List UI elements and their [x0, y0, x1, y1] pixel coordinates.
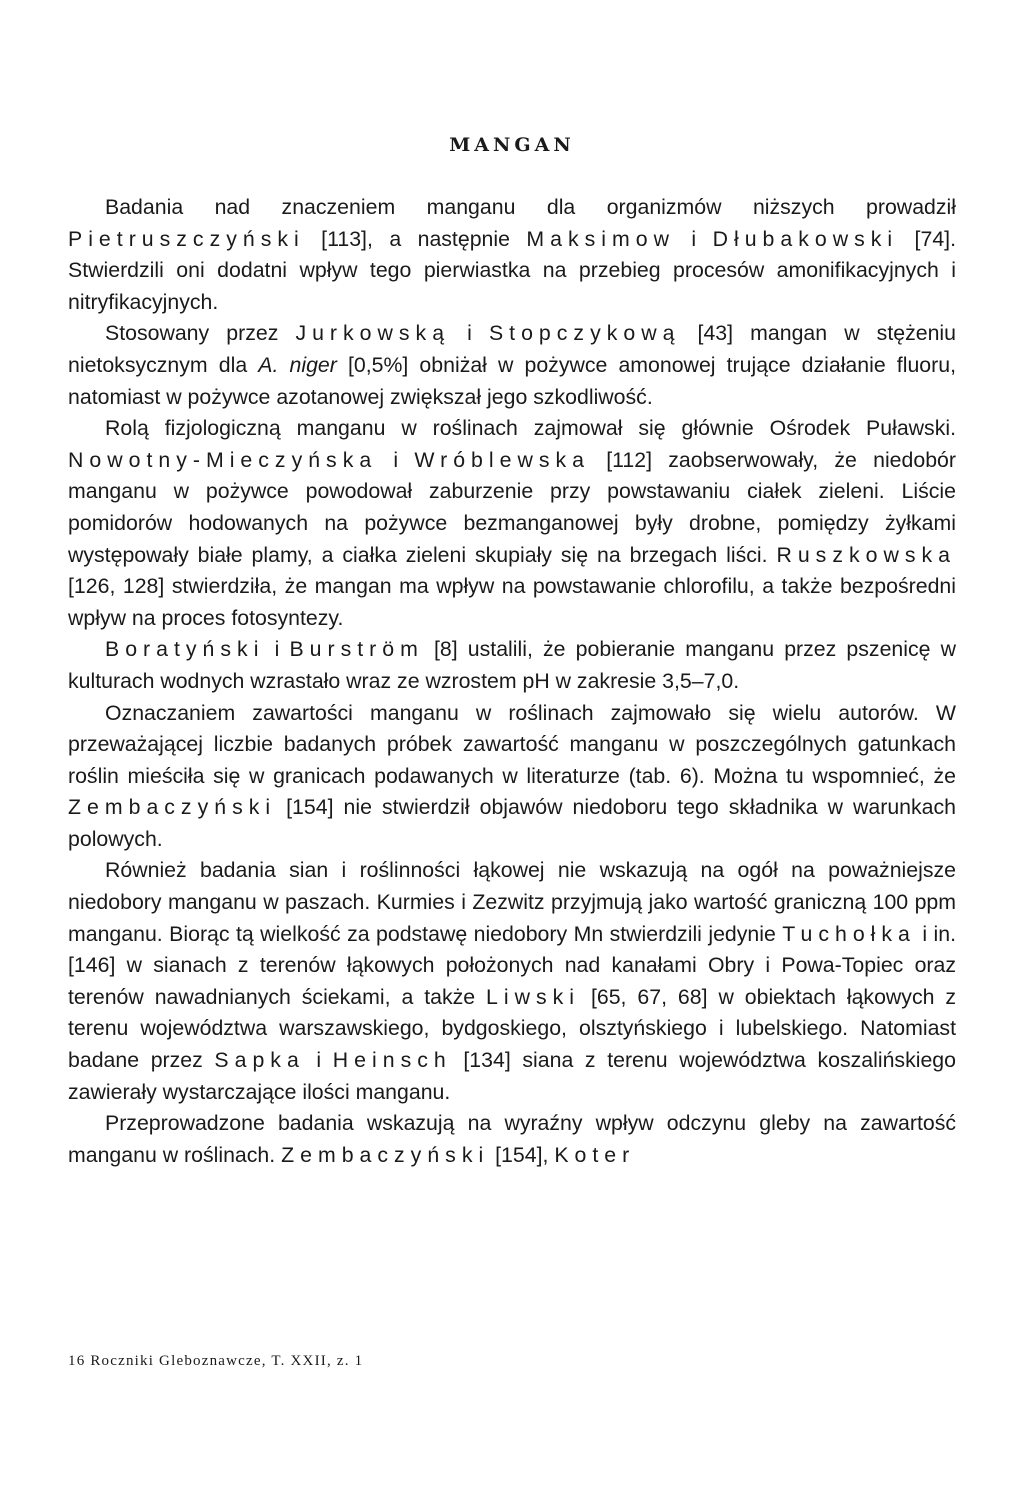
text: Również badania sian i roślinności łąkowej nie wskazują na ogół na poważniejsze niedobory manganu w paszach. Kurmies i Zezwitz przyjmują jako wartość graniczną 100 ppm manganu. Biorąc tą wielkość za podstawę niedobory Mn stwierdzili jedynie — [68, 858, 956, 946]
text: [8] ustalili, że pobieranie manganu przez pszenicę w kulturach wodnych wzrastało wraz ze wzrostem pH w zakresie 3,5–7,0. — [68, 637, 956, 693]
author-name: Pietruszczyński — [68, 226, 305, 251]
section-title: MANGAN — [449, 134, 575, 156]
text: [134] siana z terenu województwa koszalińskiego zawierały wystarczające ilości manganu. — [68, 1048, 956, 1104]
author-name: Sapka — [214, 1048, 305, 1073]
author-name: Ruszkowska — [776, 542, 956, 567]
text: i — [377, 447, 415, 472]
page-footer: 16 Roczniki Gleboznawcze, T. XXII, z. 1 — [68, 1353, 364, 1369]
author-name: Burström — [289, 637, 424, 662]
text: i — [264, 637, 290, 662]
author-name: Boratyński — [105, 637, 265, 662]
text: [43] mangan w stężeniu nietoksycznym dla — [68, 321, 956, 377]
paragraph-6 — [68, 855, 956, 1108]
text: i — [674, 226, 713, 251]
text: [112] zaobserwowały, że niedobór manganu w pożywce powodował zaburzenie przy powstawaniu ciałek zieleni. Liście pomidorów hodowanych na pożywce bezmanganowej były drobne, pomiędzy żyłkami występowały białe plamy, a ciałka zieleni skupiały się na brzegach liści. — [68, 447, 956, 567]
text: Badania nad znaczeniem manganu dla organizmów niższych prowadził — [105, 195, 956, 219]
paragraph-2 — [68, 318, 956, 413]
author-name: Jurkowską — [295, 321, 451, 346]
text: Oznaczaniem zawartości manganu w roślinach zajmowało się wielu autorów. W przeważającej liczbie badanych próbek zawartość manganu w poszczególnych gatunkach roślin mieściła się w granicach podawanych w literaturze (tab. 6). Można tu wspomnieć, że — [68, 700, 956, 788]
text: i — [450, 321, 489, 346]
text: Przeprowadzone badania wskazują na wyraźny wpływ odczynu gleby na zawartość manganu w roślinach. — [68, 1111, 956, 1167]
author-name: Heinsch — [332, 1048, 452, 1073]
paragraph-7 — [68, 1108, 956, 1171]
author-name: Maksimow — [526, 226, 675, 251]
text: [65, 67, 68] w obiektach łąkowych z terenu województwa warszawskiego, bydgoskiego, olsztyńskiego i lubelskiego. Natomiast badane przez — [68, 984, 957, 1073]
text: Stosowany przez — [105, 321, 296, 346]
text: i — [304, 1048, 333, 1073]
species-name: A. niger — [258, 352, 337, 377]
paragraph-5 — [68, 698, 956, 856]
author-name: Tuchołka — [782, 921, 916, 946]
author-name: Zembaczyński — [68, 795, 277, 820]
paragraph-4 — [68, 634, 956, 697]
paragraph-1 — [68, 192, 956, 318]
text: [0,5%] obniżał w pożywce amonowej trujące działanie fluoru, natomiast w pożywce azotanowej zwiększał jego szkodliwość. — [68, 352, 956, 409]
text: [74]. Stwierdzili oni dodatni wpływ tego pierwiastka na przebieg procesów amonifikacyjnych i nitryfikacyjnych. — [68, 226, 956, 314]
author-name: Koter — [554, 1142, 636, 1167]
body-text — [68, 192, 956, 1171]
author-name: Wróblewska — [414, 447, 590, 472]
author-name: Stopczykową — [488, 321, 681, 346]
author-name: Dłubakowski — [712, 226, 899, 251]
author-name: Zembaczyński — [281, 1142, 490, 1167]
text: [154], — [489, 1142, 555, 1167]
author-name: Nowotny-Mieczyńska — [68, 447, 378, 472]
text: [126, 128] stwierdziła, że mangan ma wpływ na powstawanie chlorofilu, a także bezpośredni wpływ na proces fotosyntezy. — [68, 574, 956, 630]
text: [154] nie stwierdził objawów niedoboru tego składnika w warunkach polowych. — [68, 795, 956, 851]
text: Rolą fizjologiczną manganu w roślinach zajmował się głównie Ośrodek Puławski. — [105, 416, 956, 441]
text: [113], a następnie — [304, 226, 527, 251]
author-name: Liwski — [486, 984, 581, 1009]
paragraph-3 — [68, 413, 956, 634]
text: i in. [146] w sianach z terenów łąkowych położonych nad kanałami Obry i Powa-Topiec oraz terenów nawadnianych ściekami, a także — [68, 921, 956, 1009]
